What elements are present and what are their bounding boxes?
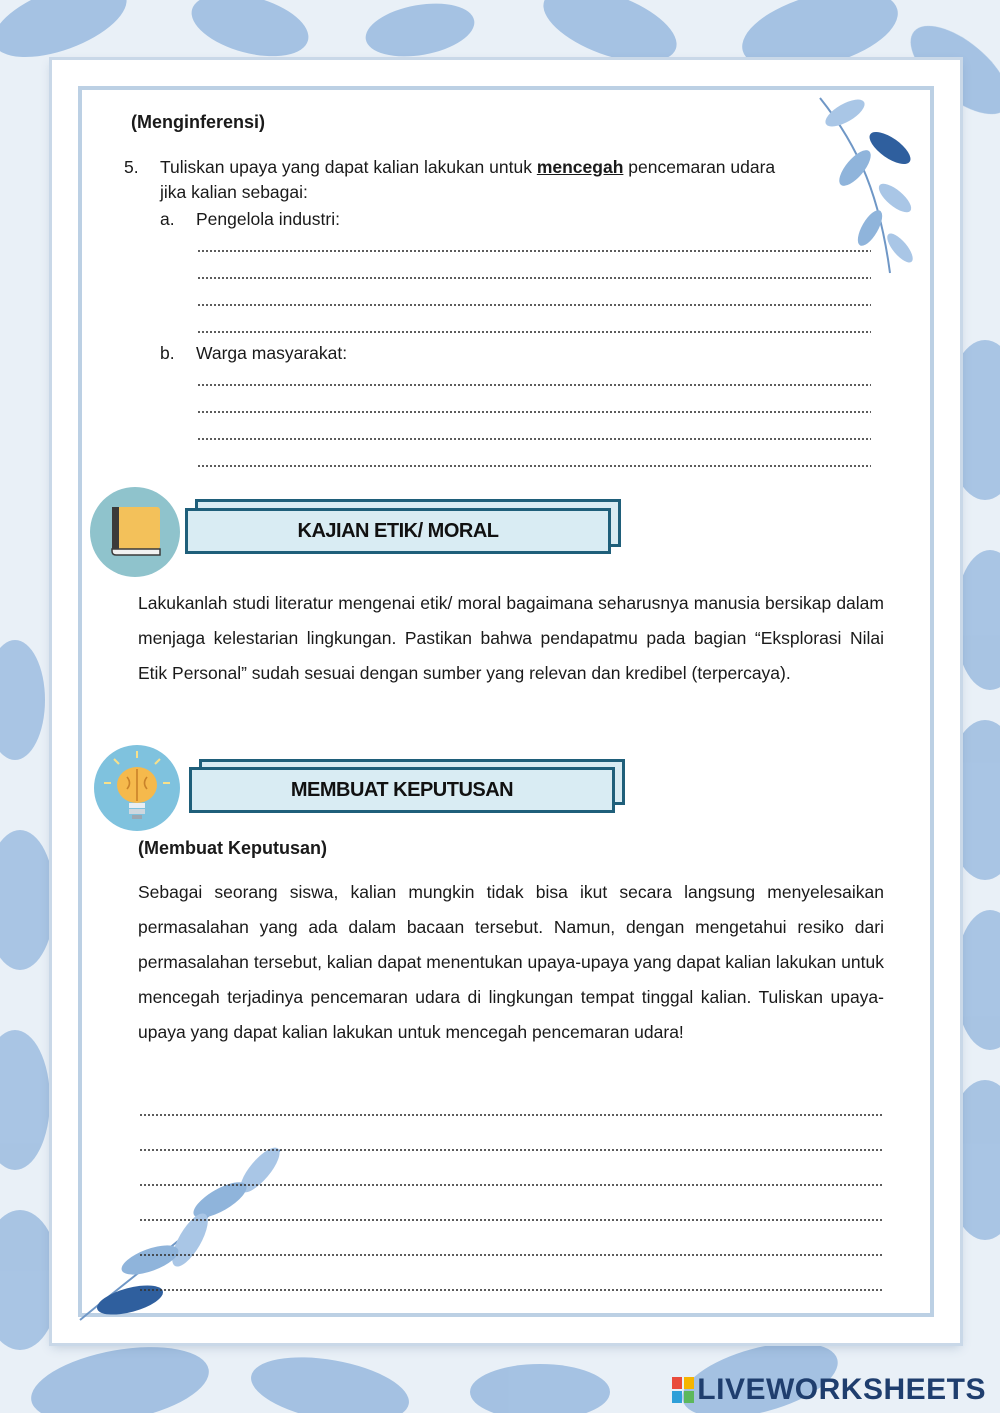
liveworksheets-text: LIVEWORKSHEETS [697, 1373, 986, 1406]
section-inference-heading: (Menginferensi) [131, 112, 266, 132]
sub-b-marker: b. [160, 343, 175, 363]
answer-line-c5[interactable] [139, 1254, 882, 1256]
answer-line-c4[interactable] [139, 1219, 882, 1221]
answer-line-a3[interactable] [197, 304, 871, 306]
kajian-header [185, 499, 625, 559]
question-text-line1 [160, 156, 775, 178]
answer-line-b1[interactable] [197, 384, 871, 386]
keputusan-subheading: (Membuat Keputusan) [138, 838, 327, 858]
sub-a-label: Pengelola industri: [196, 209, 340, 229]
answer-line-a4[interactable] [197, 331, 871, 333]
question-number: 5. [124, 157, 139, 177]
liveworksheets-logo-icon [672, 1377, 694, 1403]
book-icon [90, 487, 180, 577]
keputusan-header [189, 759, 629, 815]
answer-line-a2[interactable] [197, 277, 871, 279]
answer-line-b2[interactable] [197, 411, 871, 413]
answer-line-b4[interactable] [197, 465, 871, 467]
answer-line-c3[interactable] [139, 1184, 882, 1186]
answer-line-a1[interactable] [197, 250, 871, 252]
question-emphasis: mencegah [536, 157, 624, 177]
answer-line-c1[interactable] [139, 1114, 882, 1116]
question-text-post: pencemaran udara [623, 157, 776, 177]
sub-b-label: Warga masyarakat: [196, 343, 348, 363]
answer-line-c6[interactable] [139, 1289, 882, 1291]
question-text-line2: jika kalian sebagai: [160, 182, 308, 202]
kajian-header-title: KAJIAN ETIK/ MORAL [185, 508, 611, 554]
sub-a-marker: a. [160, 209, 175, 229]
liveworksheets-watermark [672, 1373, 986, 1407]
leaf-branch-bottom-icon [70, 1130, 300, 1330]
brain-bulb-icon [94, 745, 180, 831]
kajian-body: Lakukanlah studi literatur mengenai etik/ moral bagaimana seharusnya manusia bersikap dalam menjaga kelestarian lingkungan. Pastikan bahwa pendapatmu pada bagian “Eksplorasi Nilai Etik Personal” sudah sesuai dengan sumber yang relevan dan kredibel (terpercaya). [138, 593, 884, 683]
answer-line-c2[interactable] [139, 1149, 882, 1151]
keputusan-header-title: MEMBUAT KEPUTUSAN [189, 767, 615, 813]
question-text-pre: Tuliskan upaya yang dapat kalian lakukan untuk [160, 157, 537, 177]
answer-line-b3[interactable] [197, 438, 871, 440]
keputusan-body: Sebagai seorang siswa, kalian mungkin tidak bisa ikut secara langsung menyelesaikan permasalahan yang ada dalam bacaan tersebut. Namun, dengan mengetahui resiko dari permasalahan tersebut, kalian dapat menentukan upaya-upaya yang dapat kalian lakukan untuk mencegah terjadinya pencemaran udara di lingkungan tempat tinggal kalian. Tuliskan upaya-upaya yang dapat kalian lakukan untuk mencegah pencemaran udara! [138, 882, 884, 1042]
